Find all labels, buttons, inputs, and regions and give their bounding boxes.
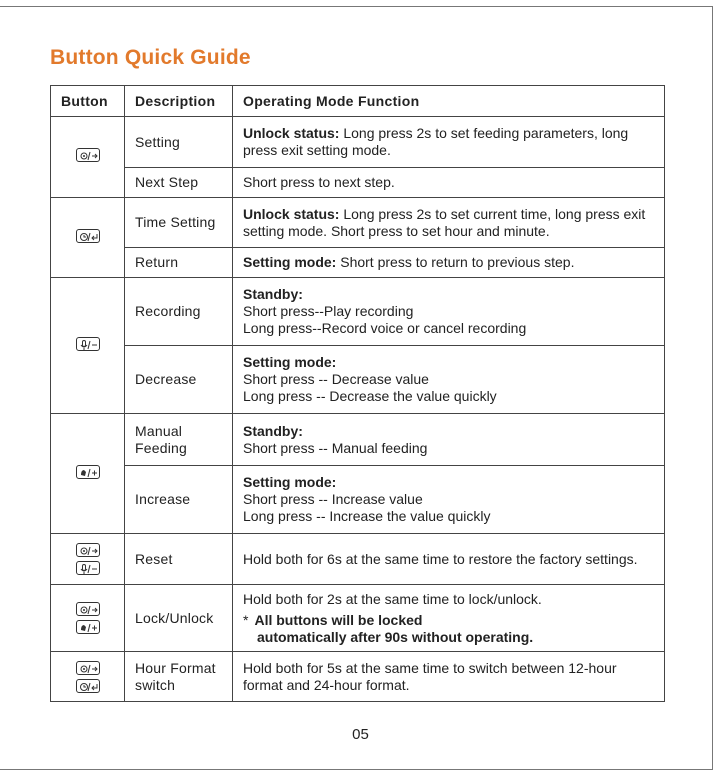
function-return (233, 248, 665, 278)
function-text: Long press 2s to set feeding parameters, long press exit setting mode. (243, 125, 629, 158)
function-line: Long press -- Increase the value quickly (243, 508, 491, 524)
asterisk: * (243, 611, 249, 628)
note-line: automatically after 90s without operating. (257, 628, 534, 645)
hand-plus-icon (76, 465, 100, 479)
desc-line: Hour Format (135, 659, 216, 676)
page-number: 05 (352, 726, 369, 743)
header-button: Button (51, 86, 125, 117)
function-recording (233, 278, 665, 346)
mode-label: Standby: (243, 422, 303, 439)
desc-manual-feeding (125, 414, 233, 466)
hand-plus-icon (76, 620, 100, 634)
note-line: All buttons will be locked (254, 611, 423, 628)
function-text: Long press 2s to set current time, long press exit setting mode. Short press to set hour and minute. (243, 205, 646, 239)
desc-return: Return (125, 248, 233, 278)
mode-label: Setting mode: (243, 474, 337, 490)
desc-increase: Increase (125, 466, 233, 534)
mic-minus-icon (76, 561, 100, 575)
function-decrease (233, 346, 665, 414)
function-time-setting (233, 198, 665, 248)
table-row (51, 466, 665, 534)
mode-label: Standby: (243, 286, 303, 302)
header-row (51, 86, 665, 117)
function-line: Short press -- Manual feeding (243, 439, 428, 456)
table-row (51, 652, 665, 702)
desc-line: Feeding (135, 439, 187, 456)
header-description: Description (125, 86, 233, 117)
function-lock-unlock (233, 585, 665, 652)
mode-label: Unlock status: (243, 205, 340, 222)
button-cell (51, 117, 125, 198)
desc-line: switch (135, 676, 176, 693)
desc-lock-unlock: Lock/Unlock (125, 585, 233, 652)
function-line: Short press -- Increase value (243, 491, 423, 507)
function-reset: Hold both for 6s at the same time to restore the factory settings. (233, 534, 665, 585)
button-cell (51, 585, 125, 652)
function-text: Short press to return to previous step. (336, 254, 575, 270)
desc-line: Manual (135, 422, 183, 439)
table-row (51, 248, 665, 278)
table-row (51, 198, 665, 248)
function-line: Short press--Play recording (243, 303, 414, 319)
desc-hour-format (125, 652, 233, 702)
button-guide-table (50, 85, 665, 702)
function-line: Long press -- Decrease the value quickly (243, 388, 497, 404)
table-row (51, 168, 665, 198)
function-hour-format: Hold both for 5s at the same time to switch between 12-hour format and 24-hour format. (233, 652, 665, 702)
desc-reset: Reset (125, 534, 233, 585)
table-row (51, 278, 665, 346)
button-cell (51, 278, 125, 414)
table-row (51, 414, 665, 466)
mode-label: Setting mode: (243, 254, 337, 270)
clock-return-icon (76, 679, 100, 693)
function-increase (233, 466, 665, 534)
table-row (51, 585, 665, 652)
function-line: Hold both for 2s at the same time to lock/unlock. (243, 590, 542, 607)
function-setting (233, 117, 665, 168)
desc-next-step: Next Step (125, 168, 233, 198)
page-title: Button Quick Guide (50, 46, 251, 69)
mic-minus-icon (76, 337, 100, 351)
table-row (51, 117, 665, 168)
gear-arrow-icon (76, 148, 100, 162)
desc-decrease: Decrease (125, 346, 233, 414)
button-cell (51, 652, 125, 702)
mode-label: Setting mode: (243, 354, 337, 370)
table-row (51, 346, 665, 414)
function-next-step: Short press to next step. (233, 168, 665, 198)
function-line: Short press -- Decrease value (243, 371, 429, 387)
lock-note (243, 612, 654, 646)
function-line: Long press--Record voice or cancel recording (243, 320, 527, 336)
clock-return-icon (76, 229, 100, 243)
button-cell (51, 198, 125, 278)
desc-time-setting: Time Setting (125, 198, 233, 248)
desc-recording: Recording (125, 278, 233, 346)
mode-label: Unlock status: (243, 125, 340, 141)
button-cell (51, 534, 125, 585)
table-row (51, 534, 665, 585)
gear-arrow-icon (76, 543, 100, 557)
desc-setting: Setting (125, 117, 233, 168)
button-cell (51, 414, 125, 534)
gear-arrow-icon (76, 661, 100, 675)
function-manual-feeding (233, 414, 665, 466)
gear-arrow-icon (76, 602, 100, 616)
header-function: Operating Mode Function (233, 86, 665, 117)
